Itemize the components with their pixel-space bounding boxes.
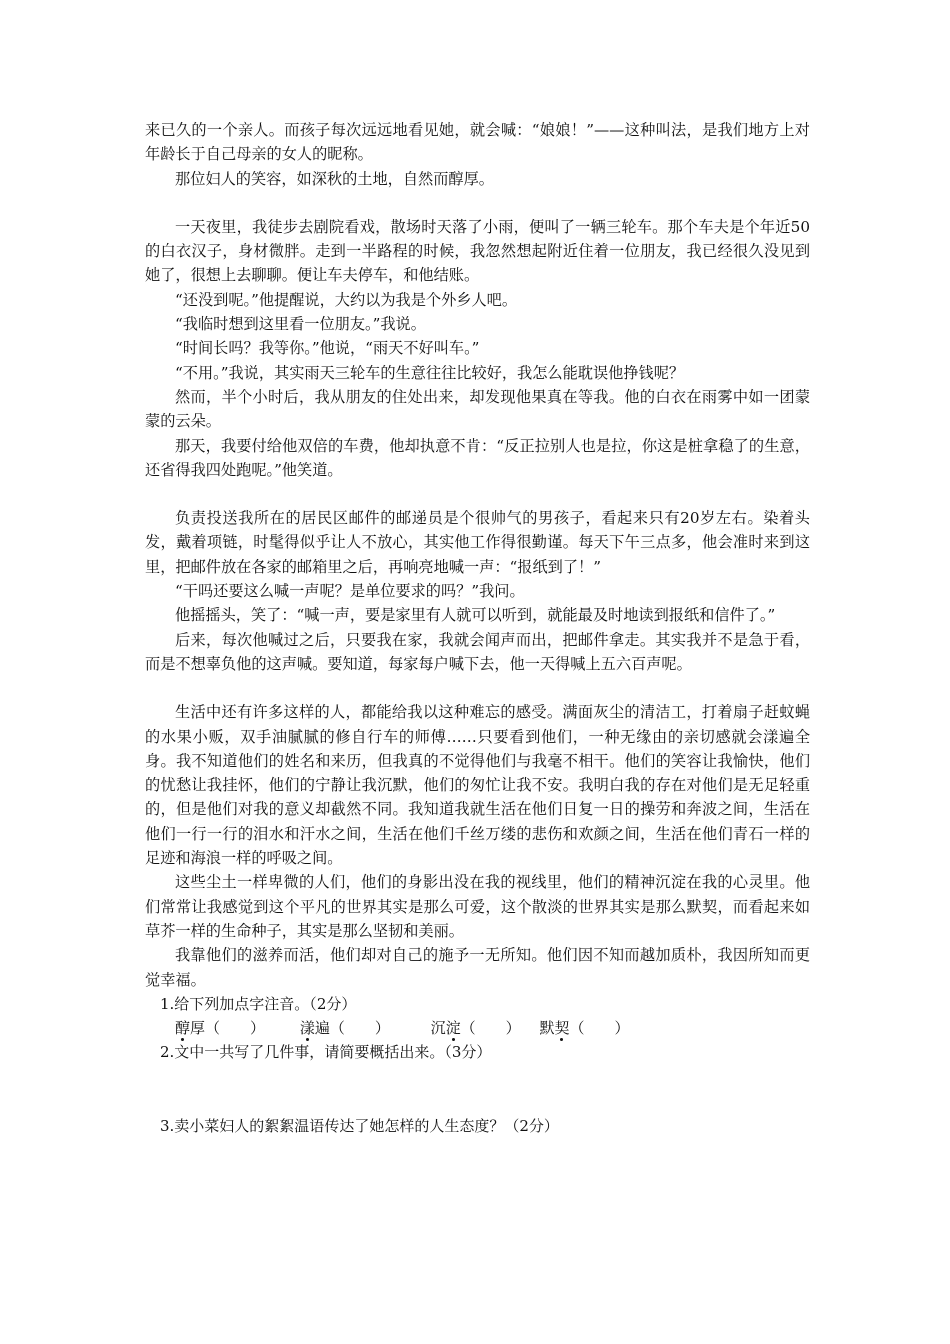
dotted-char: 契 <box>554 1019 570 1038</box>
paragraph: 我靠他们的滋养而活，他们却对自己的施予一无所知。他们因不知而越加质朴，我因所知而更觉幸福。 <box>145 946 810 989</box>
paragraph: 这些尘土一样卑微的人们，他们的身影出没在我的视线里，他们的精神沉淀在我的心灵里。他们常常让我感觉到这个平凡的世界其实是那么可爱，这个散淡的世界其实是那么默契，而看起来如草芥一样的生命种子，其实是那么坚韧和美丽。 <box>145 873 810 940</box>
paragraph: “干吗还要这么喊一声呢？是单位要求的吗？”我问。 <box>175 582 525 601</box>
paragraph: 他摇摇头，笑了：“喊一声，要是家里有人就可以听到，就能最及时地读到报纸和信件了。” <box>175 606 776 625</box>
paragraph: 来已久的一个亲人。而孩子每次远远地看见她，就会喊：“娘娘！”——这种叫法，是我们地方上对年龄长于自己母亲的女人的昵称。 <box>145 121 810 164</box>
question-1: 1.给下列加点字注音。（2分） <box>160 994 357 1013</box>
section-gap <box>145 676 810 700</box>
paragraph: 生活中还有许多这样的人，都能给我以这种难忘的感受。满面灰尘的清洁工，打着扇子赶蚊蝇的水果小贩，双手油腻腻的修自行车的师傅……只要看到他们，一种无缘由的亲切感就会漾遍全身。我不知道他们的姓名和来历，但我真的不觉得他们与我毫不相干。他们的笑容让我愉快，他们的忧愁让我挂怀，他们的宁静让我沉默，他们的匆忙让我不安。我明白我的存在对他们是无足轻重的，但是他们对我的意义却截然不同。我知道我就生活在他们日复一日的操劳和奔波之间，生活在他们一行一行的泪水和汗水之间，生活在他们千丝万缕的悲伤和欢颜之间，生活在他们青石一样的足迹和海浪一样的呼吸之间。 <box>145 703 810 868</box>
question-2: 2.文中一共写了几件事，请简要概括出来。（3分） <box>160 1043 492 1062</box>
paragraph: 后来，每次他喊过之后，只要我在家，我就会闻声而出，把邮件拿走。其实我并不是急于看，而是不想辜负他的这声喊。要知道，每家每户喊下去，他一天得喊上五六百声呢。 <box>145 630 810 673</box>
pinyin-item: 默契（ ） <box>539 1019 630 1038</box>
answer-space <box>145 1065 810 1114</box>
section-gap <box>145 191 810 215</box>
pinyin-item: 醇厚（ ） <box>175 1019 266 1038</box>
dotted-char: 漾 <box>299 1019 315 1038</box>
question-1-items <box>145 1016 810 1040</box>
paragraph: 那位妇人的笑容，如深秋的土地，自然而醇厚。 <box>175 169 494 188</box>
section-gap <box>145 482 810 506</box>
dotted-char: 醇 <box>175 1019 191 1038</box>
paragraph: 一天夜里，我徒步去剧院看戏，散场时天落了小雨，便叫了一辆三轮车。那个车夫是个年近50的白衣汉子，身材微胖。走到一半路程的时候，我忽然想起附近住着一位朋友，我已经很久没见到她了，很想上去聊聊。便让车夫停车，和他结账。 <box>145 217 810 285</box>
pinyin-item: 沉淀（ ） <box>430 1019 521 1038</box>
paragraph: “时间长吗？我等你。”他说，“雨天不好叫车。” <box>175 339 480 358</box>
pinyin-item: 漾遍（ ） <box>299 1019 390 1038</box>
question-3: 3.卖小菜妇人的絮絮温语传达了她怎样的人生态度？（2分） <box>160 1116 559 1135</box>
dotted-char: 淀 <box>445 1019 461 1038</box>
paragraph: “还没到呢。”他提醒说，大约以为我是个外乡人吧。 <box>175 290 518 309</box>
paragraph: 那天，我要付给他双倍的车费，他却执意不肯：“反正拉别人也是拉，你这是桩拿稳了的生意，还省得我四处跑呢。”他笑道。 <box>145 436 810 479</box>
paragraph: “不用。”我说，其实雨天三轮车的生意往往比较好，我怎么能耽误他挣钱呢？ <box>175 363 685 382</box>
document-page <box>145 118 810 1138</box>
paragraph: 负责投送我所在的居民区邮件的邮递员是个很帅气的男孩子，看起来只有20岁左右。染着头发，戴着项链，时髦得似乎让人不放心，其实他工作得很勤谨。每天下午三点多，他会准时来到这里，把邮件放在各家的邮箱里之后，再响亮地喊一声：“报纸到了！” <box>145 509 810 576</box>
paragraph: 然而，半个小时后，我从朋友的住处出来，却发现他果真在等我。他的白衣在雨雾中如一团蒙蒙的云朵。 <box>145 387 810 431</box>
paragraph: “我临时想到这里看一位朋友。”我说。 <box>175 315 426 334</box>
